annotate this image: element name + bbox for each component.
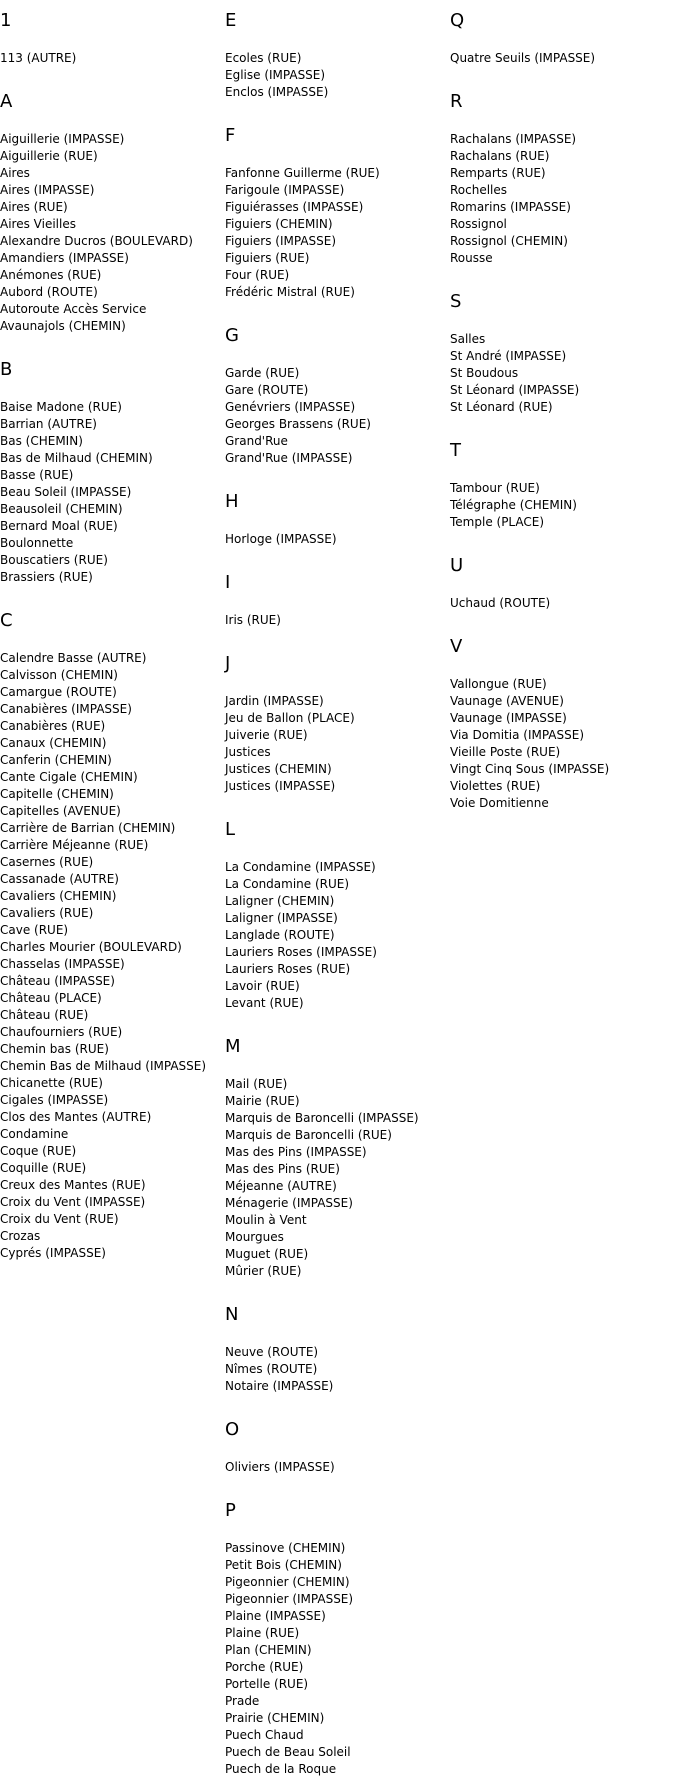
street-name: Grand'Rue (IMPASSE) — [225, 451, 353, 465]
street-name: Chaufourniers (RUE) — [0, 1025, 123, 1039]
street-name: Rochelles — [450, 183, 508, 197]
letter-heading: A — [0, 91, 13, 112]
letter-section — [225, 1501, 445, 1778]
street-name: Ménagerie (IMPASSE) — [225, 1196, 353, 1210]
letter-heading: E — [225, 10, 237, 31]
street-list — [225, 50, 445, 101]
street-name: Beau Soleil (IMPASSE) — [0, 485, 132, 499]
street-name: Camargue (ROUTE) — [0, 685, 117, 699]
street-name: Baise Madone (RUE) — [0, 400, 122, 414]
street-name: Marquis de Baroncelli (IMPASSE) — [225, 1111, 419, 1125]
street-name: Genévriers (IMPASSE) — [225, 400, 356, 414]
street-name: Beausoleil (CHEMIN) — [0, 502, 123, 516]
street-name: Rachalans (IMPASSE) — [450, 132, 577, 146]
street-name: Château (IMPASSE) — [0, 974, 115, 988]
street-name: Juiverie (RUE) — [225, 728, 308, 742]
street-name: Remparts (RUE) — [450, 166, 546, 180]
street-name: Canaux (CHEMIN) — [0, 736, 107, 750]
street-name: Enclos (IMPASSE) — [225, 85, 329, 99]
street-name: Lauriers Roses (RUE) — [225, 962, 351, 976]
street-name: Quatre Seuils (IMPASSE) — [450, 51, 596, 65]
street-name: Bernard Moal (RUE) — [0, 519, 118, 533]
street-name: Carrière Méjeanne (RUE) — [0, 838, 149, 852]
street-name: Mas des Pins (RUE) — [225, 1162, 340, 1176]
street-name: Aires Vieilles — [0, 217, 76, 231]
letter-heading: T — [450, 440, 461, 461]
street-name: Frédéric Mistral (RUE) — [225, 285, 355, 299]
letter-heading: N — [225, 1304, 239, 1325]
street-name: Levant (RUE) — [225, 996, 304, 1010]
letter-section — [450, 441, 670, 531]
street-list — [450, 331, 670, 416]
letter-section — [450, 637, 670, 812]
street-name: Moulin à Vent — [225, 1213, 307, 1227]
letter-section — [225, 1037, 445, 1280]
street-list — [225, 531, 445, 548]
letter-heading: I — [225, 572, 231, 593]
street-name: Gare (ROUTE) — [225, 383, 309, 397]
street-name: Justices — [225, 745, 271, 759]
letter-heading: U — [450, 555, 464, 576]
street-name: Puech de la Roque — [225, 1762, 337, 1776]
letter-heading: J — [225, 653, 231, 674]
letter-heading: M — [225, 1036, 241, 1057]
street-name: Carrière de Barrian (CHEMIN) — [0, 821, 176, 835]
street-name: Romarins (IMPASSE) — [450, 200, 571, 214]
street-name: Uchaud (ROUTE) — [450, 596, 551, 610]
street-name: Canferin (CHEMIN) — [0, 753, 112, 767]
street-name: Calvisson (CHEMIN) — [0, 668, 118, 682]
street-name: Calendre Basse (AUTRE) — [0, 651, 147, 665]
street-name: Aiguillerie (IMPASSE) — [0, 132, 125, 146]
letter-heading: F — [225, 125, 236, 146]
street-name: Figuiérasses (IMPASSE) — [225, 200, 364, 214]
letter-section — [450, 92, 670, 267]
street-name: Mas des Pins (IMPASSE) — [225, 1145, 367, 1159]
street-name: Chemin Bas de Milhaud (IMPASSE) — [0, 1059, 207, 1073]
letter-heading: C — [0, 610, 13, 631]
street-list — [225, 1344, 445, 1395]
letter-heading: 1 — [0, 10, 12, 31]
street-name: Laligner (IMPASSE) — [225, 911, 338, 925]
street-name: Justices (IMPASSE) — [225, 779, 336, 793]
street-list — [225, 859, 445, 1012]
street-name: Cyprés (IMPASSE) — [0, 1246, 106, 1260]
street-name: Muguet (RUE) — [225, 1247, 309, 1261]
letter-section — [225, 820, 445, 1012]
street-list — [450, 131, 670, 267]
street-name: La Condamine (IMPASSE) — [225, 860, 376, 874]
letter-section — [225, 573, 445, 629]
street-name: Lavoir (RUE) — [225, 979, 300, 993]
street-name: Vingt Cinq Sous (IMPASSE) — [450, 762, 610, 776]
street-name: Aires — [0, 166, 30, 180]
letter-section — [225, 654, 445, 795]
letter-heading: S — [450, 291, 462, 312]
letter-heading: B — [0, 359, 13, 380]
street-name: Cassanade (AUTRE) — [0, 872, 119, 886]
letter-section — [225, 492, 445, 548]
street-name: Puech Chaud — [225, 1728, 304, 1742]
street-list — [0, 50, 220, 67]
street-list — [0, 650, 220, 1262]
street-name: Laligner (CHEMIN) — [225, 894, 335, 908]
street-name: Rossignol — [450, 217, 507, 231]
street-name: Cante Cigale (CHEMIN) — [0, 770, 138, 784]
street-name: Passinove (CHEMIN) — [225, 1541, 346, 1555]
street-name: Lauriers Roses (IMPASSE) — [225, 945, 377, 959]
street-name: Plaine (RUE) — [225, 1626, 300, 1640]
street-name: Portelle (RUE) — [225, 1677, 309, 1691]
street-name: Casernes (RUE) — [0, 855, 94, 869]
street-name: Alexandre Ducros (BOULEVARD) — [0, 234, 193, 248]
street-name: Vieille Poste (RUE) — [450, 745, 561, 759]
street-name: St Léonard (IMPASSE) — [450, 383, 580, 397]
street-name: Cavaliers (RUE) — [0, 906, 94, 920]
street-name: Petit Bois (CHEMIN) — [225, 1558, 342, 1572]
street-list — [225, 365, 445, 467]
street-name: Horloge (IMPASSE) — [225, 532, 337, 546]
street-name: Farigoule (IMPASSE) — [225, 183, 345, 197]
letter-section — [0, 611, 220, 1262]
street-name: Amandiers (IMPASSE) — [0, 251, 129, 265]
street-name: Canabières (RUE) — [0, 719, 106, 733]
street-name: Cave (RUE) — [0, 923, 69, 937]
street-name: Coque (RUE) — [0, 1144, 77, 1158]
street-name: St Léonard (RUE) — [450, 400, 553, 414]
street-name: Château (RUE) — [0, 1008, 89, 1022]
street-name: Tambour (RUE) — [450, 481, 540, 495]
street-list — [225, 1459, 445, 1476]
street-name: Anémones (RUE) — [0, 268, 102, 282]
letter-section — [225, 126, 445, 301]
letter-section — [225, 326, 445, 467]
street-list — [225, 693, 445, 795]
street-index-column-2 — [225, 0, 445, 1778]
street-name: Grand'Rue — [225, 434, 288, 448]
street-name: Télégraphe (CHEMIN) — [450, 498, 577, 512]
letter-heading: R — [450, 91, 463, 112]
street-name: Figuiers (CHEMIN) — [225, 217, 333, 231]
street-name: Mourgues — [225, 1230, 284, 1244]
street-name: Iris (RUE) — [225, 613, 281, 627]
letter-heading: L — [225, 819, 236, 840]
street-name: Figuiers (IMPASSE) — [225, 234, 337, 248]
street-name: Jardin (IMPASSE) — [225, 694, 324, 708]
street-name: Creux des Mantes (RUE) — [0, 1178, 146, 1192]
letter-section — [225, 11, 445, 101]
street-list — [225, 1076, 445, 1280]
street-index-column-1 — [0, 0, 220, 1262]
street-name: Aires (RUE) — [0, 200, 68, 214]
street-name: Four (RUE) — [225, 268, 290, 282]
street-name: Capitelles (AVENUE) — [0, 804, 121, 818]
street-name: Salles — [450, 332, 486, 346]
street-name: Marquis de Baroncelli (RUE) — [225, 1128, 392, 1142]
street-list — [450, 50, 670, 67]
letter-section — [0, 92, 220, 335]
street-name: Aires (IMPASSE) — [0, 183, 95, 197]
street-name: Justices (CHEMIN) — [225, 762, 332, 776]
street-list — [225, 1540, 445, 1778]
street-list — [225, 165, 445, 301]
street-name: Prade — [225, 1694, 260, 1708]
street-name: Basse (RUE) — [0, 468, 74, 482]
street-name: Fanfonne Guillerme (RUE) — [225, 166, 380, 180]
street-name: 113 (AUTRE) — [0, 51, 77, 65]
street-name: Neuve (ROUTE) — [225, 1345, 319, 1359]
street-name: Aiguillerie (RUE) — [0, 149, 98, 163]
street-name: Puech de Beau Soleil — [225, 1745, 351, 1759]
street-name: Boulonnette — [0, 536, 74, 550]
street-name: St Boudous — [450, 366, 519, 380]
street-name: Vaunage (AVENUE) — [450, 694, 564, 708]
street-name: Notaire (IMPASSE) — [225, 1379, 334, 1393]
letter-heading: V — [450, 636, 463, 657]
street-name: Eglise (IMPASSE) — [225, 68, 326, 82]
street-name: Bas (CHEMIN) — [0, 434, 83, 448]
letter-heading: G — [225, 325, 239, 346]
street-name: Violettes (RUE) — [450, 779, 541, 793]
street-name: Charles Mourier (BOULEVARD) — [0, 940, 182, 954]
street-name: Canabières (IMPASSE) — [0, 702, 132, 716]
street-name: Cavaliers (CHEMIN) — [0, 889, 117, 903]
letter-heading: Q — [450, 10, 465, 31]
street-list — [450, 676, 670, 812]
street-name: Plaine (IMPASSE) — [225, 1609, 326, 1623]
street-name: Autoroute Accès Service — [0, 302, 147, 316]
letter-heading: P — [225, 1500, 236, 1521]
street-name: Plan (CHEMIN) — [225, 1643, 312, 1657]
street-name: St André (IMPASSE) — [450, 349, 567, 363]
street-list — [225, 612, 445, 629]
street-list — [0, 399, 220, 586]
street-name: Pigeonnier (CHEMIN) — [225, 1575, 350, 1589]
street-name: Château (PLACE) — [0, 991, 102, 1005]
letter-section — [450, 556, 670, 612]
street-name: Pigeonnier (IMPASSE) — [225, 1592, 354, 1606]
street-name: Figuiers (RUE) — [225, 251, 310, 265]
street-name: Chemin bas (RUE) — [0, 1042, 109, 1056]
letter-section — [450, 11, 670, 67]
street-name: Barrian (AUTRE) — [0, 417, 97, 431]
street-name: Prairie (CHEMIN) — [225, 1711, 325, 1725]
letter-section — [225, 1305, 445, 1395]
street-name: Brassiers (RUE) — [0, 570, 93, 584]
street-name: Cigales (IMPASSE) — [0, 1093, 109, 1107]
street-name: Georges Brassens (RUE) — [225, 417, 371, 431]
letter-section — [225, 1420, 445, 1476]
street-name: Bouscatiers (RUE) — [0, 553, 108, 567]
letter-heading: O — [225, 1419, 240, 1440]
street-name: Jeu de Ballon (PLACE) — [225, 711, 355, 725]
letter-heading: H — [225, 491, 239, 512]
letter-section — [0, 11, 220, 67]
street-name: Croix du Vent (RUE) — [0, 1212, 119, 1226]
letter-section — [0, 360, 220, 586]
street-name: Ecoles (RUE) — [225, 51, 302, 65]
street-name: Coquille (RUE) — [0, 1161, 87, 1175]
street-name: Porche (RUE) — [225, 1660, 304, 1674]
street-list — [0, 131, 220, 335]
street-name: Chasselas (IMPASSE) — [0, 957, 125, 971]
street-name: Garde (RUE) — [225, 366, 300, 380]
street-name: Chicanette (RUE) — [0, 1076, 103, 1090]
street-name: Mairie (RUE) — [225, 1094, 300, 1108]
street-name: Mail (RUE) — [225, 1077, 288, 1091]
street-name: Clos des Mantes (AUTRE) — [0, 1110, 152, 1124]
letter-section — [450, 292, 670, 416]
street-name: Mûrier (RUE) — [225, 1264, 302, 1278]
street-name: Rachalans (RUE) — [450, 149, 550, 163]
street-name: La Condamine (RUE) — [225, 877, 350, 891]
street-name: Temple (PLACE) — [450, 515, 545, 529]
street-name: Rossignol (CHEMIN) — [450, 234, 568, 248]
street-name: Avaunajols (CHEMIN) — [0, 319, 126, 333]
street-name: Capitelle (CHEMIN) — [0, 787, 114, 801]
street-name: Condamine — [0, 1127, 69, 1141]
street-name: Rousse — [450, 251, 493, 265]
street-index-column-3 — [450, 0, 670, 812]
street-name: Langlade (ROUTE) — [225, 928, 335, 942]
street-name: Aubord (ROUTE) — [0, 285, 98, 299]
street-name: Bas de Milhaud (CHEMIN) — [0, 451, 153, 465]
street-name: Crozas — [0, 1229, 41, 1243]
street-name: Vaunage (IMPASSE) — [450, 711, 567, 725]
street-list — [450, 595, 670, 612]
street-name: Croix du Vent (IMPASSE) — [0, 1195, 146, 1209]
street-name: Vallongue (RUE) — [450, 677, 547, 691]
street-name: Via Domitia (IMPASSE) — [450, 728, 585, 742]
street-name: Méjeanne (AUTRE) — [225, 1179, 337, 1193]
street-name: Voie Domitienne — [450, 796, 549, 810]
street-list — [450, 480, 670, 531]
street-name: Nîmes (ROUTE) — [225, 1362, 318, 1376]
street-name: Oliviers (IMPASSE) — [225, 1460, 335, 1474]
